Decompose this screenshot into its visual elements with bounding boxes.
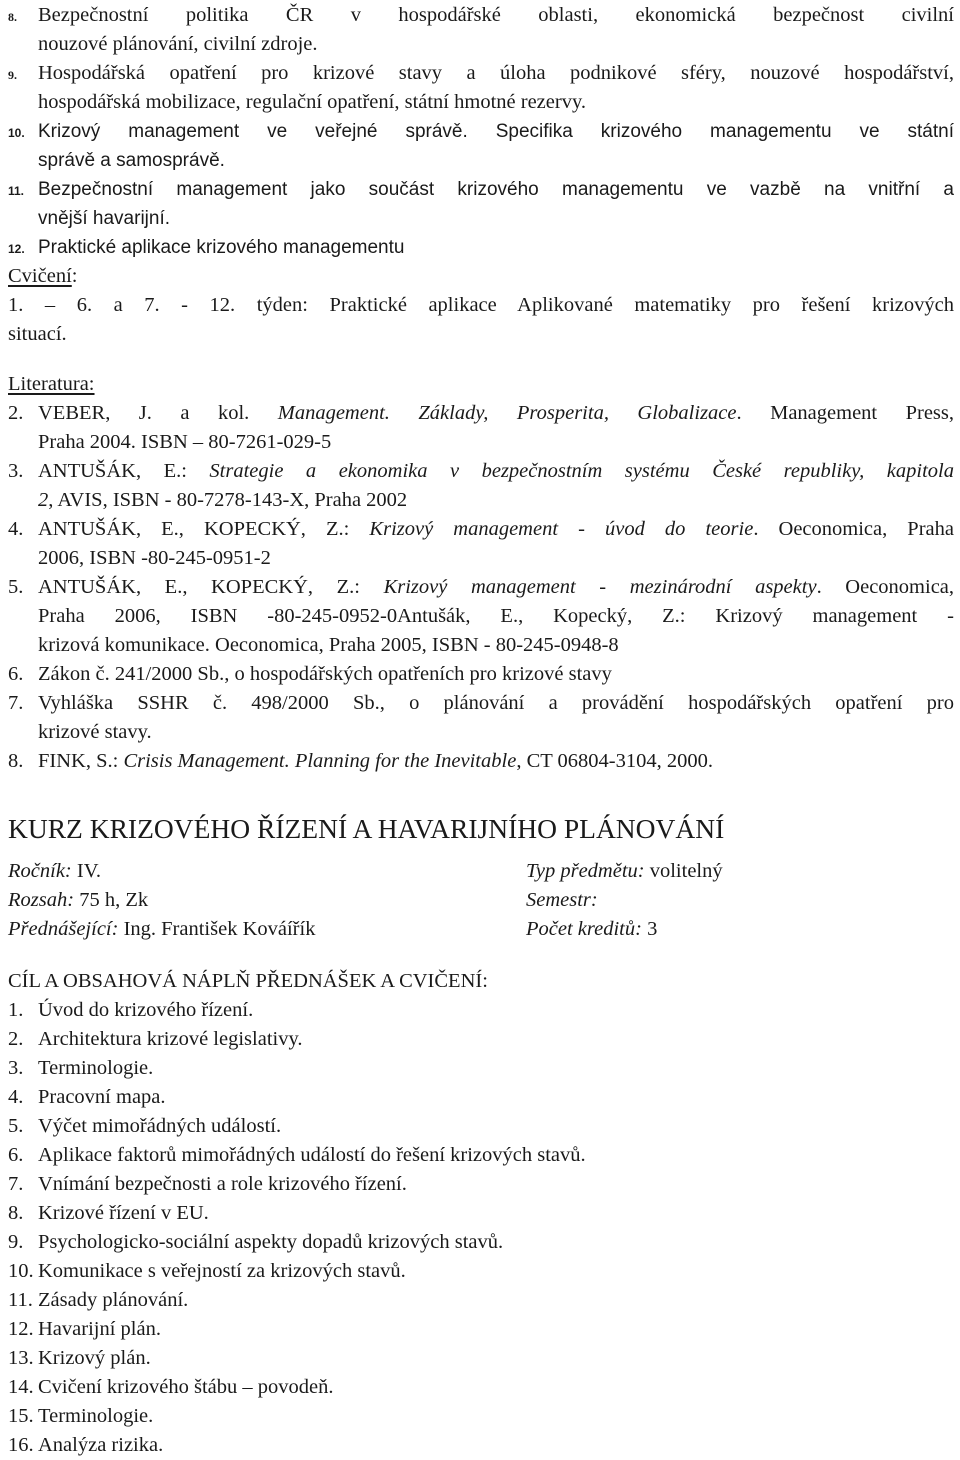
literature-item-4: 4. ANTUŠÁK, E., KOPECKÝ, Z.: Krizový management - úvod do teorie. Oeconomica, Praha — [8, 518, 954, 540]
topic-11-line-2: vnější havarijní. — [38, 208, 171, 229]
literature-item-5: 5. ANTUŠÁK, E., KOPECKÝ, Z.: Krizový management - mezinárodní aspekty. Oeconomica, — [8, 576, 955, 598]
goal-item-text: Výčet mimořádných událostí. — [38, 1115, 282, 1137]
literature-item-3: 3. ANTUŠÁK, E.: Strategie a ekonomika v bezpečnostním systému České republiky, kapitola — [8, 460, 954, 482]
prednasejici-value: Ing. František Kováířík — [118, 918, 316, 940]
exercises-line-2: situací. — [8, 323, 67, 345]
goal-item — [8, 1286, 188, 1315]
course-title: KURZ KRIZOVÉHO ŘÍZENÍ A HAVARIJNÍHO PLÁNOVÁNÍ — [8, 813, 725, 844]
goal-item-text: Krizový plán. — [38, 1347, 151, 1369]
goal-item-number: 10. — [8, 1260, 34, 1282]
typ-label: Typ předmětu: — [526, 860, 645, 882]
topic-12-line-1: 12. Praktické aplikace krizového managementu — [8, 237, 405, 258]
kredity-value: 3 — [641, 918, 658, 940]
goal-item-number: 11. — [8, 1289, 33, 1311]
goal-item-number: 15. — [8, 1405, 34, 1427]
typ-value: volitelný — [644, 860, 723, 882]
exercises-line-1: 1. – 6. a 7. - 12. týden: Praktické aplikace Aplikované matematiky pro řešení krizových — [8, 294, 954, 316]
goal-item — [8, 996, 253, 1025]
rocnik-label: Ročník: — [8, 860, 72, 882]
topic-8-line-1: 8. Bezpečnostní politika ČR v hospodářské oblasti, ekonomická bezpečnost civilní — [8, 4, 954, 26]
goal-item-number: 13. — [8, 1347, 34, 1369]
topic-8-line-2: nouzové plánování, civilní zdroje. — [38, 33, 318, 55]
goal-item-text: Pracovní mapa. — [38, 1086, 166, 1108]
literature-item-4-line-2: 2006, ISBN -80-245-0951-2 — [38, 547, 271, 569]
goal-item-text: Analýza rizika. — [38, 1434, 164, 1456]
course-meta-row-3 — [8, 915, 954, 944]
kredity-label: Počet kreditů: — [526, 918, 642, 940]
topic-10-line-2: správě a samosprávě. — [38, 150, 225, 171]
goal-item — [8, 1373, 333, 1402]
goal-item-text: Vnímání bezpečnosti a role krizového řízení. — [38, 1173, 407, 1195]
literature-heading: Literatura: — [8, 373, 95, 395]
goal-item — [8, 1228, 503, 1257]
literature-item-7-line-2: krizové stavy. — [38, 721, 152, 743]
goal-item-text: Aplikace faktorů mimořádných událostí do řešení krizových stavů. — [38, 1144, 586, 1166]
goal-item-number: 5. — [8, 1115, 24, 1137]
goal-item — [8, 1141, 586, 1170]
rozsah-value: 75 h, Zk — [74, 889, 149, 911]
semestr-label: Semestr: — [526, 889, 598, 911]
goal-item — [8, 1315, 161, 1344]
goal-item — [8, 1257, 406, 1286]
goal-item — [8, 1083, 166, 1112]
goal-item — [8, 1344, 151, 1373]
literature-item-5-line-2: Praha 2006, ISBN -80-245-0952-0Antušák, E., Kopecký, Z.: Krizový management - — [38, 605, 954, 627]
goal-item-text: Terminologie. — [38, 1057, 154, 1079]
goal-item-text: Terminologie. — [38, 1405, 154, 1427]
goal-item-text: Architektura krizové legislativy. — [38, 1028, 303, 1050]
goal-item — [8, 1025, 303, 1054]
topic-10-line-1: 10. Krizový management ve veřejné správě. Specifika krizového managementu ve státní — [8, 121, 954, 142]
rocnik-value: IV. — [71, 860, 101, 882]
literature-item-2: 2. VEBER, J. a kol. Management. Základy, Prosperita, Globalizace. Management Press, — [8, 402, 954, 424]
literature-item-7: 7. Vyhláška SSHR č. 498/2000 Sb., o plánování a provádění hospodářských opatření pro — [8, 692, 954, 714]
goal-item-number: 14. — [8, 1376, 34, 1398]
goal-item — [8, 1402, 153, 1431]
literature-item-3-line-2: 2, AVIS, ISBN - 80-7278-143-X, Praha 2002 — [38, 489, 408, 511]
goal-item-number: 1. — [8, 999, 24, 1021]
goal-item — [8, 1054, 153, 1083]
goal-item-number: 7. — [8, 1173, 24, 1195]
goal-item-number: 2. — [8, 1028, 24, 1050]
goal-item-text: Krizové řízení v EU. — [38, 1202, 209, 1224]
literature-item-5-line-3: krizová komunikace. Oeconomica, Praha 2005, ISBN - 80-245-0948-8 — [38, 634, 619, 656]
rozsah-label: Rozsah: — [8, 889, 75, 911]
goal-item-number: 16. — [8, 1434, 34, 1456]
goal-item-text: Cvičení krizového štábu – povodeň. — [38, 1376, 334, 1398]
goal-item — [8, 1112, 281, 1141]
goal-item — [8, 1170, 407, 1199]
literature-item-8: 8. FINK, S.: Crisis Management. Planning for the Inevitable, CT 06804-3104, 2000. — [8, 750, 713, 772]
topic-11-line-1: 11. Bezpečnostní management jako součást krizového managementu ve vazbě na vnitřní a — [8, 179, 954, 200]
prednasejici-label: Přednášející: — [8, 918, 119, 940]
course-meta-row-2 — [8, 886, 954, 915]
goal-item-text: Komunikace s veřejností za krizových stavů. — [38, 1260, 406, 1282]
goal-item-number: 4. — [8, 1086, 24, 1108]
goal-item — [8, 1199, 209, 1228]
goal-item-text: Zásady plánování. — [38, 1289, 189, 1311]
goals-heading: CÍL A OBSAHOVÁ NÁPLŇ PŘEDNÁŠEK A CVIČENÍ: — [8, 970, 488, 992]
goal-item-number: 12. — [8, 1318, 34, 1340]
goal-item-number: 3. — [8, 1057, 24, 1079]
exercises-heading: Cvičení: — [8, 265, 78, 287]
topic-9-line-1: 9. Hospodářská opatření pro krizové stavy a úloha podnikové sféry, nouzové hospodářství, — [8, 62, 954, 84]
goal-item-text: Úvod do krizového řízení. — [38, 999, 254, 1021]
goal-item-text: Psychologicko-sociální aspekty dopadů krizových stavů. — [38, 1231, 504, 1253]
goal-item-number: 8. — [8, 1202, 24, 1224]
goal-item-number: 9. — [8, 1231, 24, 1253]
topic-9-line-2: hospodářská mobilizace, regulační opatření, státní hmotné rezervy. — [38, 91, 586, 113]
literature-item-6: 6. Zákon č. 241/2000 Sb., o hospodářských opatřeních pro krizové stavy — [8, 663, 612, 685]
goal-item-number: 6. — [8, 1144, 24, 1166]
course-meta-row-1 — [8, 857, 954, 886]
goal-item-text: Havarijní plán. — [38, 1318, 161, 1340]
literature-item-2-line-2: Praha 2004. ISBN – 80-7261-029-5 — [38, 431, 332, 453]
